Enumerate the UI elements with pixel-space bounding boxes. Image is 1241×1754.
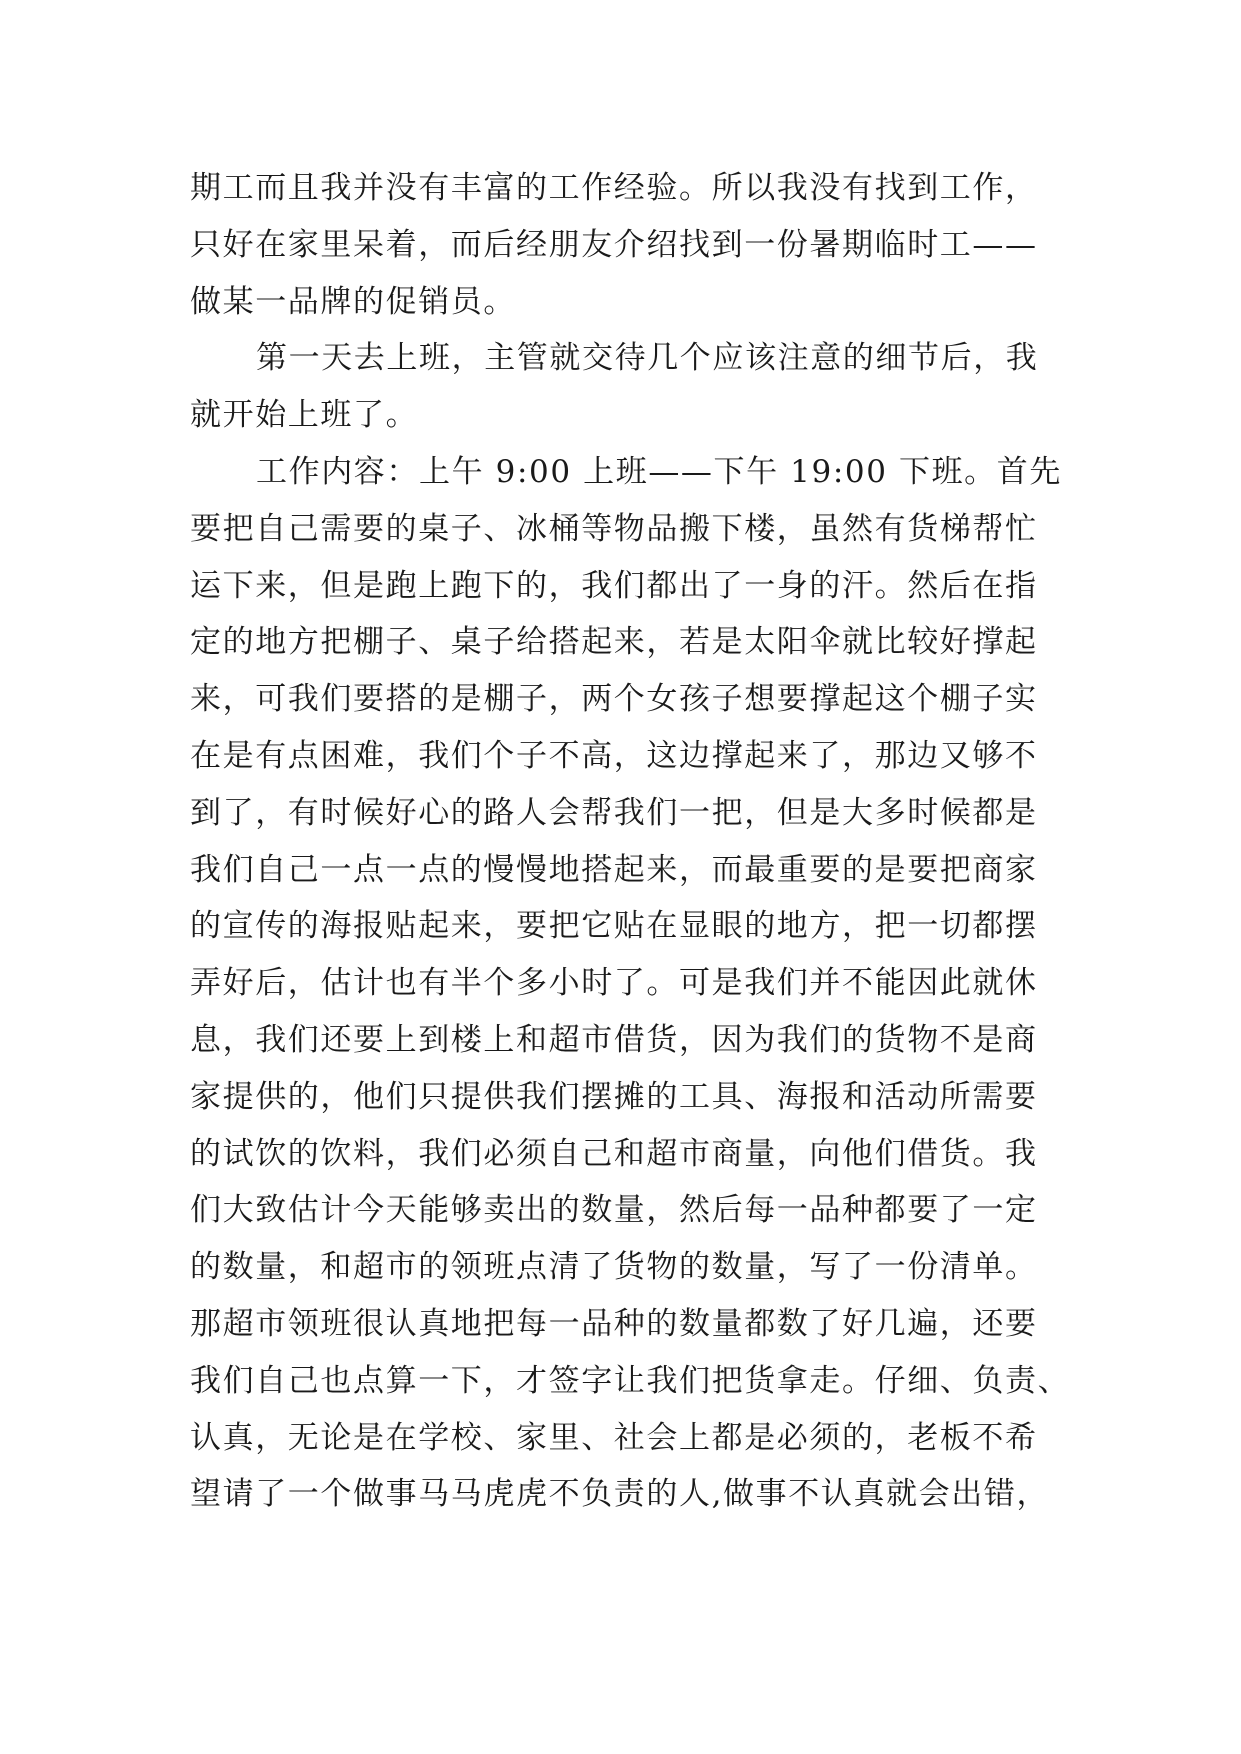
text-line: 的数量，和超市的领班点清了货物的数量，写了一份清单。 — [190, 1249, 1038, 1286]
text-line: 定的地方把棚子、桌子给搭起来，若是太阳伞就比较好撑起 — [190, 624, 1038, 661]
text-line: 的宣传的海报贴起来，要把它贴在显眼的地方，把一切都摆 — [190, 908, 1038, 945]
text-line: 的试饮的饮料，我们必须自己和超市商量，向他们借货。我 — [190, 1135, 1038, 1172]
text-line: 做某一品牌的促销员。 — [190, 283, 516, 320]
paragraph-first-line: 工作内容：上午 9:00 上班——下午 19:00 下班。首先 — [256, 453, 1062, 490]
text-line: 只好在家里呆着，而后经朋友介绍找到一份暑期临时工—— — [190, 226, 1038, 263]
text-line: 就开始上班了。 — [190, 397, 419, 434]
text-line: 们大致估计今天能够卖出的数量，然后每一品种都要了一定 — [190, 1192, 1038, 1229]
text-line: 那超市领班很认真地把每一品种的数量都数了好几遍，还要 — [190, 1305, 1038, 1342]
text-line: 我们自己一点一点的慢慢地搭起来，而最重要的是要把商家 — [190, 851, 1038, 888]
text-line: 到了，有时候好心的路人会帮我们一把，但是大多时候都是 — [190, 794, 1038, 831]
text-line: 期工而且我并没有丰富的工作经验。所以我没有找到工作， — [190, 170, 1038, 206]
text-line: 在是有点困难，我们个子不高，这边撑起来了，那边又够不 — [190, 737, 1038, 774]
text-line: 要把自己需要的桌子、冰桶等物品搬下楼，虽然有货梯帮忙 — [190, 510, 1038, 547]
text-line: 我们自己也点算一下，才签字让我们把货拿走。仔细、负责、 — [190, 1362, 1071, 1399]
body-text — [190, 160, 1071, 1523]
text-line: 家提供的，他们只提供我们摆摊的工具、海报和活动所需要 — [190, 1078, 1038, 1115]
paragraph-first-line: 第一天去上班，主管就交待几个应该注意的细节后，我 — [256, 340, 1039, 377]
text-line: 运下来，但是跑上跑下的，我们都出了一身的汗。然后在指 — [190, 567, 1038, 604]
text-line: 息，我们还要上到楼上和超市借货，因为我们的货物不是商 — [190, 1021, 1038, 1058]
text-line: 望请了一个做事马马虎虎不负责的人,做事不认真就会出错， — [190, 1476, 1050, 1513]
text-line: 认真，无论是在学校、家里、社会上都是必须的，老板不希 — [190, 1419, 1038, 1456]
text-line: 弄好后，估计也有半个多小时了。可是我们并不能因此就休 — [190, 965, 1038, 1002]
text-line: 来，可我们要搭的是棚子，两个女孩子想要撑起这个棚子实 — [190, 681, 1038, 718]
